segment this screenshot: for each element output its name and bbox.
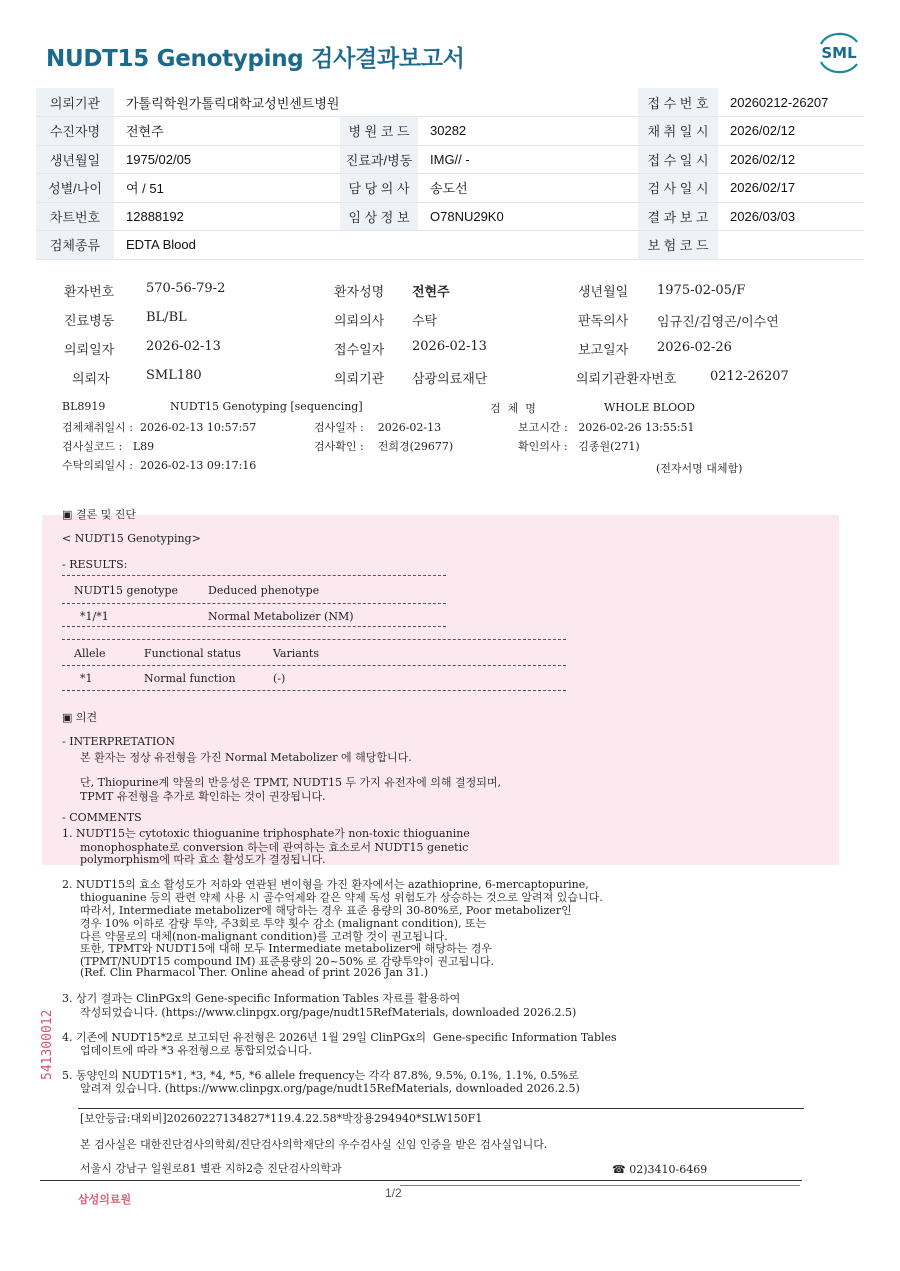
comment-line: 경우 10% 이하로 감량 투약, 주3회로 투약 횟수 감소 (malignant condition), 또는 [80, 917, 487, 930]
functional-status-header: Functional status [144, 647, 241, 660]
header-row [36, 231, 864, 260]
value-requesting-org: 가톨릭학원가톨릭대학교성빈센트병원 [114, 88, 638, 117]
divider [62, 603, 446, 604]
comment-line: 따라서, Intermediate metabolizer에 해당하는 경우 표준 용량의 30-80%로, Poor metabolizer인 [80, 904, 572, 917]
value-physician: 송도선 [418, 174, 638, 203]
barcode-number: 541300012 [40, 1009, 55, 1081]
value-sex-age: 여 / 51 [114, 174, 340, 203]
comment-line: 2. NUDT15의 효소 활성도가 저하와 연관된 변이형을 가진 환자에서는 azathioprine, 6-mercaptopurine, [62, 878, 589, 891]
test-name: NUDT15 Genotyping [sequencing] [170, 400, 363, 413]
opinion-section-title: ▣ 의견 [62, 711, 98, 724]
interpretation-line: 본 환자는 정상 유전형을 가진 Normal Metabolizer 에 해당합니다. [80, 751, 412, 764]
label-clinical-info: 임 상 정 보 [340, 202, 418, 231]
patient-dob: 1975-02-05/F [657, 283, 746, 298]
value-receipt-no: 20260212-26207 [718, 88, 864, 117]
divider [62, 690, 566, 691]
label-sex-age: 성별/나이 [36, 174, 114, 203]
footer-accent-line [400, 1185, 800, 1186]
confirm-doctor: 확인의사 : 김종원(271) [518, 440, 640, 453]
org-label: 의뢰기관 [334, 372, 385, 387]
org: 삼광의료재단 [412, 372, 488, 387]
label-physician: 담 당 의 사 [340, 174, 418, 203]
allele-value: *1 [80, 672, 93, 685]
phenotype-header: Deduced phenotype [208, 584, 320, 597]
request-date: 2026-02-13 [146, 339, 221, 354]
ward-label: 진료병동 [64, 314, 115, 329]
comment-line: 또한, TPMT와 NUDT15에 대해 모두 Intermediate metabolizer에 해당하는 경우 [80, 942, 493, 955]
test-code: BL8919 [62, 400, 106, 413]
report-date-label: 보고일자 [578, 343, 629, 358]
receipt-date-label: 접수일자 [334, 343, 385, 358]
org-patient-no-label: 의뢰기관환자번호 [576, 372, 677, 387]
page-number: 1/2 [385, 1186, 402, 1200]
label-patient-name: 수진자명 [36, 117, 114, 146]
comment-line: 알려져 있습니다. (https://www.clinpgx.org/page/nudt15RefMaterials, downloaded 2026.2.5) [80, 1082, 580, 1095]
divider [62, 639, 566, 640]
request-date-label: 의뢰일자 [64, 343, 115, 358]
report-date: 2026-02-26 [657, 340, 732, 355]
header-row [36, 117, 864, 146]
footer-divider [78, 1108, 804, 1109]
genotype-value: *1/*1 [80, 610, 109, 623]
certification-note: 본 검사실은 대한진단검사의학회/진단검사의학재단의 우수검사실 신임 인증을 받은 검사실입니다. [80, 1138, 548, 1151]
value-test-date: 2026/02/17 [718, 174, 864, 203]
footer-divider [40, 1180, 802, 1181]
test-confirm: 검사확인 : 전희경(29677) [314, 440, 454, 453]
comment-line: 4. 기존에 NUDT15*2로 보고되던 유전형은 2026년 1월 29일 ClinPGx의 Gene-specific Information Tables [62, 1031, 617, 1044]
header-row [36, 202, 864, 231]
specimen-name: WHOLE BLOOD [604, 401, 695, 414]
value-collection-date: 2026/02/12 [718, 117, 864, 146]
value-insurance-code [718, 231, 864, 260]
patient-dob-label: 생년월일 [578, 285, 629, 300]
comment-line: 1. NUDT15는 cytotoxic thioguanine triphosphate가 non-toxic thioguanine [62, 827, 470, 840]
doctor: 수탁 [412, 314, 438, 329]
label-insurance-code: 보 험 코 드 [638, 231, 718, 260]
comment-line: (TPMT/NUDT15 compound IM) 표준용량의 20~50% 로 감량투약이 권고됩니다. [80, 955, 495, 968]
header-row [36, 88, 864, 117]
phenotype-value: Normal Metabolizer (NM) [208, 610, 354, 623]
security-line: [보안등급:대외비]20260227134827*119.4.22.58*박장용294940*SLW150F1 [80, 1112, 483, 1125]
header-info-table [36, 88, 864, 260]
comment-line: 다른 약물로의 대체(non-malignant condition)를 고려할 것이 권고됩니다. [80, 930, 448, 943]
collection-datetime: 검체채취일시 : 2026-02-13 10:57:57 [62, 421, 257, 434]
value-patient-name: 전현주 [114, 117, 340, 146]
lab-address: 서울시 강남구 일원로81 별관 지하2층 진단검사의학과 [80, 1162, 342, 1175]
divider [62, 626, 446, 627]
comment-line: 업데이트에 따라 *3 유전형으로 통합되었습니다. [80, 1044, 312, 1057]
allele-header: Allele [74, 647, 106, 660]
divider [62, 575, 446, 576]
label-receipt-no: 접 수 번 호 [638, 88, 718, 117]
lab-phone: ☎ 02)3410-6469 [612, 1163, 708, 1176]
interpretation-label: - INTERPRETATION [62, 735, 175, 748]
divider [62, 665, 566, 666]
value-result-report: 2026/03/03 [718, 202, 864, 231]
sml-logo [813, 30, 865, 74]
hospital-brand: 삼성의료원 [78, 1193, 132, 1206]
reader: 임규진/김영곤/이수연 [657, 315, 779, 330]
comments-label: - COMMENTS [62, 811, 142, 824]
comment-line: (Ref. Clin Pharmacol Ther. Online ahead of print 2026 Jan 31.) [80, 966, 429, 979]
comment-line: monophosphate로 conversion 하는데 관여하는 효소로서 NUDT15 genetic [80, 841, 469, 854]
label-chart-no: 차트번호 [36, 202, 114, 231]
interpretation-line: TPMT 유전형을 추가로 확인하는 것이 권장됩니다. [80, 790, 326, 803]
test-date-line: 검사일자 : 2026-02-13 [314, 421, 442, 434]
functional-status-value: Normal function [144, 672, 236, 685]
conclusion-section-title: ▣ 결론 및 진단 [62, 508, 137, 521]
value-dob: 1975/02/05 [114, 145, 340, 174]
label-hospital-code: 병 원 코 드 [340, 117, 418, 146]
patient-name: 전현주 [412, 285, 450, 300]
e-signature-note: (전자서명 대체함) [656, 462, 743, 475]
specimen-label: 검 체 명 [490, 402, 536, 415]
header-row [36, 145, 864, 174]
genotype-header: NUDT15 genotype [74, 584, 178, 597]
comment-line: thioguanine 등의 관련 약제 사용 시 골수억제와 같은 약제 독성 위험도가 상승하는 것으로 알려져 있습니다. [80, 891, 603, 904]
label-result-report: 결 과 보 고 [638, 202, 718, 231]
patient-name-label: 환자성명 [334, 285, 385, 300]
value-chart-no: 12888192 [114, 202, 340, 231]
value-receipt-date: 2026/02/12 [718, 145, 864, 174]
variants-value: (-) [273, 672, 286, 685]
comment-line: 작성되었습니다. (https://www.clinpgx.org/page/nudt15RefMaterials, downloaded 2026.2.5) [80, 1006, 577, 1019]
value-clinical-info: O78NU29K0 [418, 202, 638, 231]
org-patient-no: 0212-26207 [710, 369, 789, 384]
reader-label: 판독의사 [578, 314, 629, 329]
report-time: 보고시간 : 2026-02-26 13:55:51 [518, 421, 695, 434]
report-title: NUDT15 Genotyping 검사결과보고서 [46, 46, 465, 72]
comment-line: 3. 상기 결과는 ClinPGx의 Gene-specific Information Tables 자료를 활용하여 [62, 992, 461, 1005]
outsourcing-datetime: 수탁의뢰일시 : 2026-02-13 09:17:16 [62, 459, 257, 472]
test-heading: < NUDT15 Genotyping> [62, 532, 201, 545]
value-hospital-code: 30282 [418, 117, 638, 146]
label-specimen-type: 검체종류 [36, 231, 114, 260]
header-row [36, 174, 864, 203]
interpretation-line: 단, Thiopurine계 약물의 반응성은 TPMT, NUDT15 두 가지 유전자에 의해 결정되며, [80, 776, 502, 789]
comment-line: 5. 동양인의 NUDT15*1, *3, *4, *5, *6 allele frequency는 각각 87.8%, 9.5%, 0.1%, 1.1%, 0.5%로 [62, 1069, 579, 1082]
label-department: 진료과/병동 [340, 145, 418, 174]
label-collection-date: 채 취 일 시 [638, 117, 718, 146]
results-label: - RESULTS: [62, 558, 128, 571]
variants-header: Variants [273, 647, 319, 660]
ward: BL/BL [146, 310, 187, 325]
requester: SML180 [146, 368, 202, 383]
label-requesting-org: 의뢰기관 [36, 88, 114, 117]
requester-label: 의뢰자 [72, 372, 110, 387]
value-specimen-type: EDTA Blood [114, 231, 638, 260]
lab-code: 검사실코드 : L89 [62, 440, 155, 453]
value-department: IMG// - [418, 145, 638, 174]
patient-no-label: 환자번호 [64, 285, 115, 300]
comment-line: polymorphism에 따라 효소 활성도가 결정됩니다. [80, 853, 326, 866]
label-test-date: 검 사 일 시 [638, 174, 718, 203]
receipt-date: 2026-02-13 [412, 339, 487, 354]
label-receipt-date: 접 수 일 시 [638, 145, 718, 174]
label-dob: 생년월일 [36, 145, 114, 174]
doctor-label: 의뢰의사 [334, 314, 385, 329]
patient-no: 570-56-79-2 [146, 281, 226, 296]
logo-text: SML [821, 44, 857, 62]
